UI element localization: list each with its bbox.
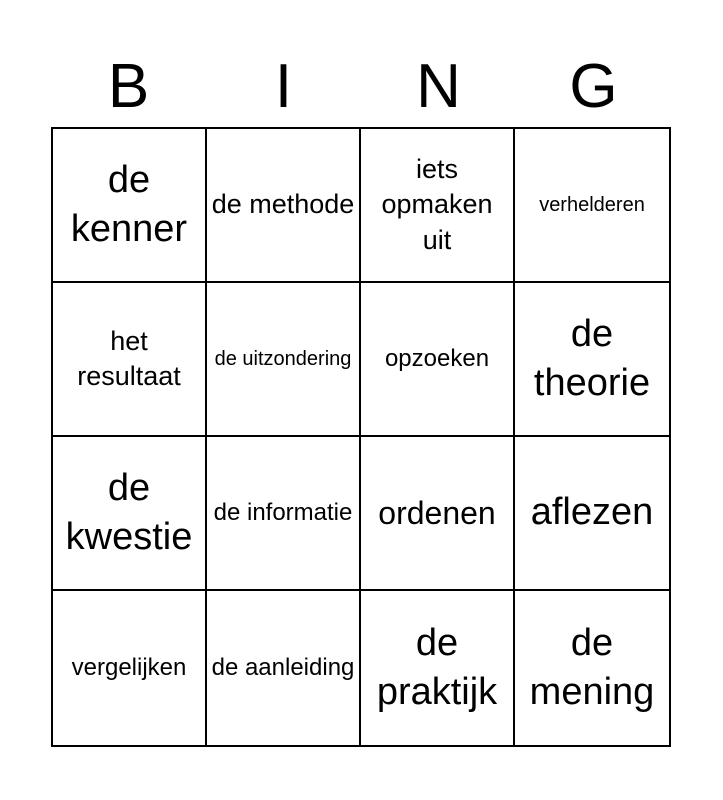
- bingo-cell-1-1: [53, 129, 207, 283]
- cell-text: aflezen: [530, 491, 654, 534]
- cell-text: de uitzondering: [214, 348, 352, 370]
- cell-text: ordenen: [378, 495, 496, 531]
- header-letter-i: I: [274, 52, 293, 121]
- bingo-grid: [51, 127, 671, 747]
- bingo-cell-1-4: [515, 129, 669, 283]
- bingo-cell-2-4: [515, 283, 669, 437]
- bingo-cell-4-1: [53, 591, 207, 745]
- cell-text: de informatie: [213, 498, 353, 526]
- cell-text: opzoeken: [384, 344, 490, 372]
- cell-text: de kwestie: [65, 466, 193, 558]
- cell-text: de methode: [211, 189, 355, 220]
- bingo-cell-1-3: [361, 129, 515, 283]
- cell-text: het resultaat: [77, 325, 181, 391]
- bingo-cell-2-1: [53, 283, 207, 437]
- cell-text: iets opmaken uit: [381, 154, 493, 255]
- cell-text: de mening: [529, 621, 655, 713]
- bingo-cell-4-2: [207, 591, 361, 745]
- cell-text: verhelderen: [539, 194, 645, 216]
- bingo-cell-3-2: [207, 437, 361, 591]
- header-letter-g: G: [569, 52, 618, 121]
- bingo-header: [51, 52, 671, 122]
- bingo-cell-4-3: [361, 591, 515, 745]
- cell-text: vergelijken: [71, 653, 187, 681]
- cell-text: de aanleiding: [211, 653, 355, 681]
- bingo-cell-2-2: [207, 283, 361, 437]
- cell-text: de kenner: [70, 158, 188, 250]
- bingo-cell-4-4: [515, 591, 669, 745]
- bingo-cell-1-2: [207, 129, 361, 283]
- header-letter-n: N: [416, 52, 461, 121]
- cell-text: de theorie: [533, 312, 651, 404]
- bingo-cell-3-3: [361, 437, 515, 591]
- bingo-cell-3-4: [515, 437, 669, 591]
- header-letter-b: B: [107, 52, 150, 121]
- bingo-cell-2-3: [361, 283, 515, 437]
- bingo-cell-3-1: [53, 437, 207, 591]
- cell-text: de praktijk: [376, 621, 498, 713]
